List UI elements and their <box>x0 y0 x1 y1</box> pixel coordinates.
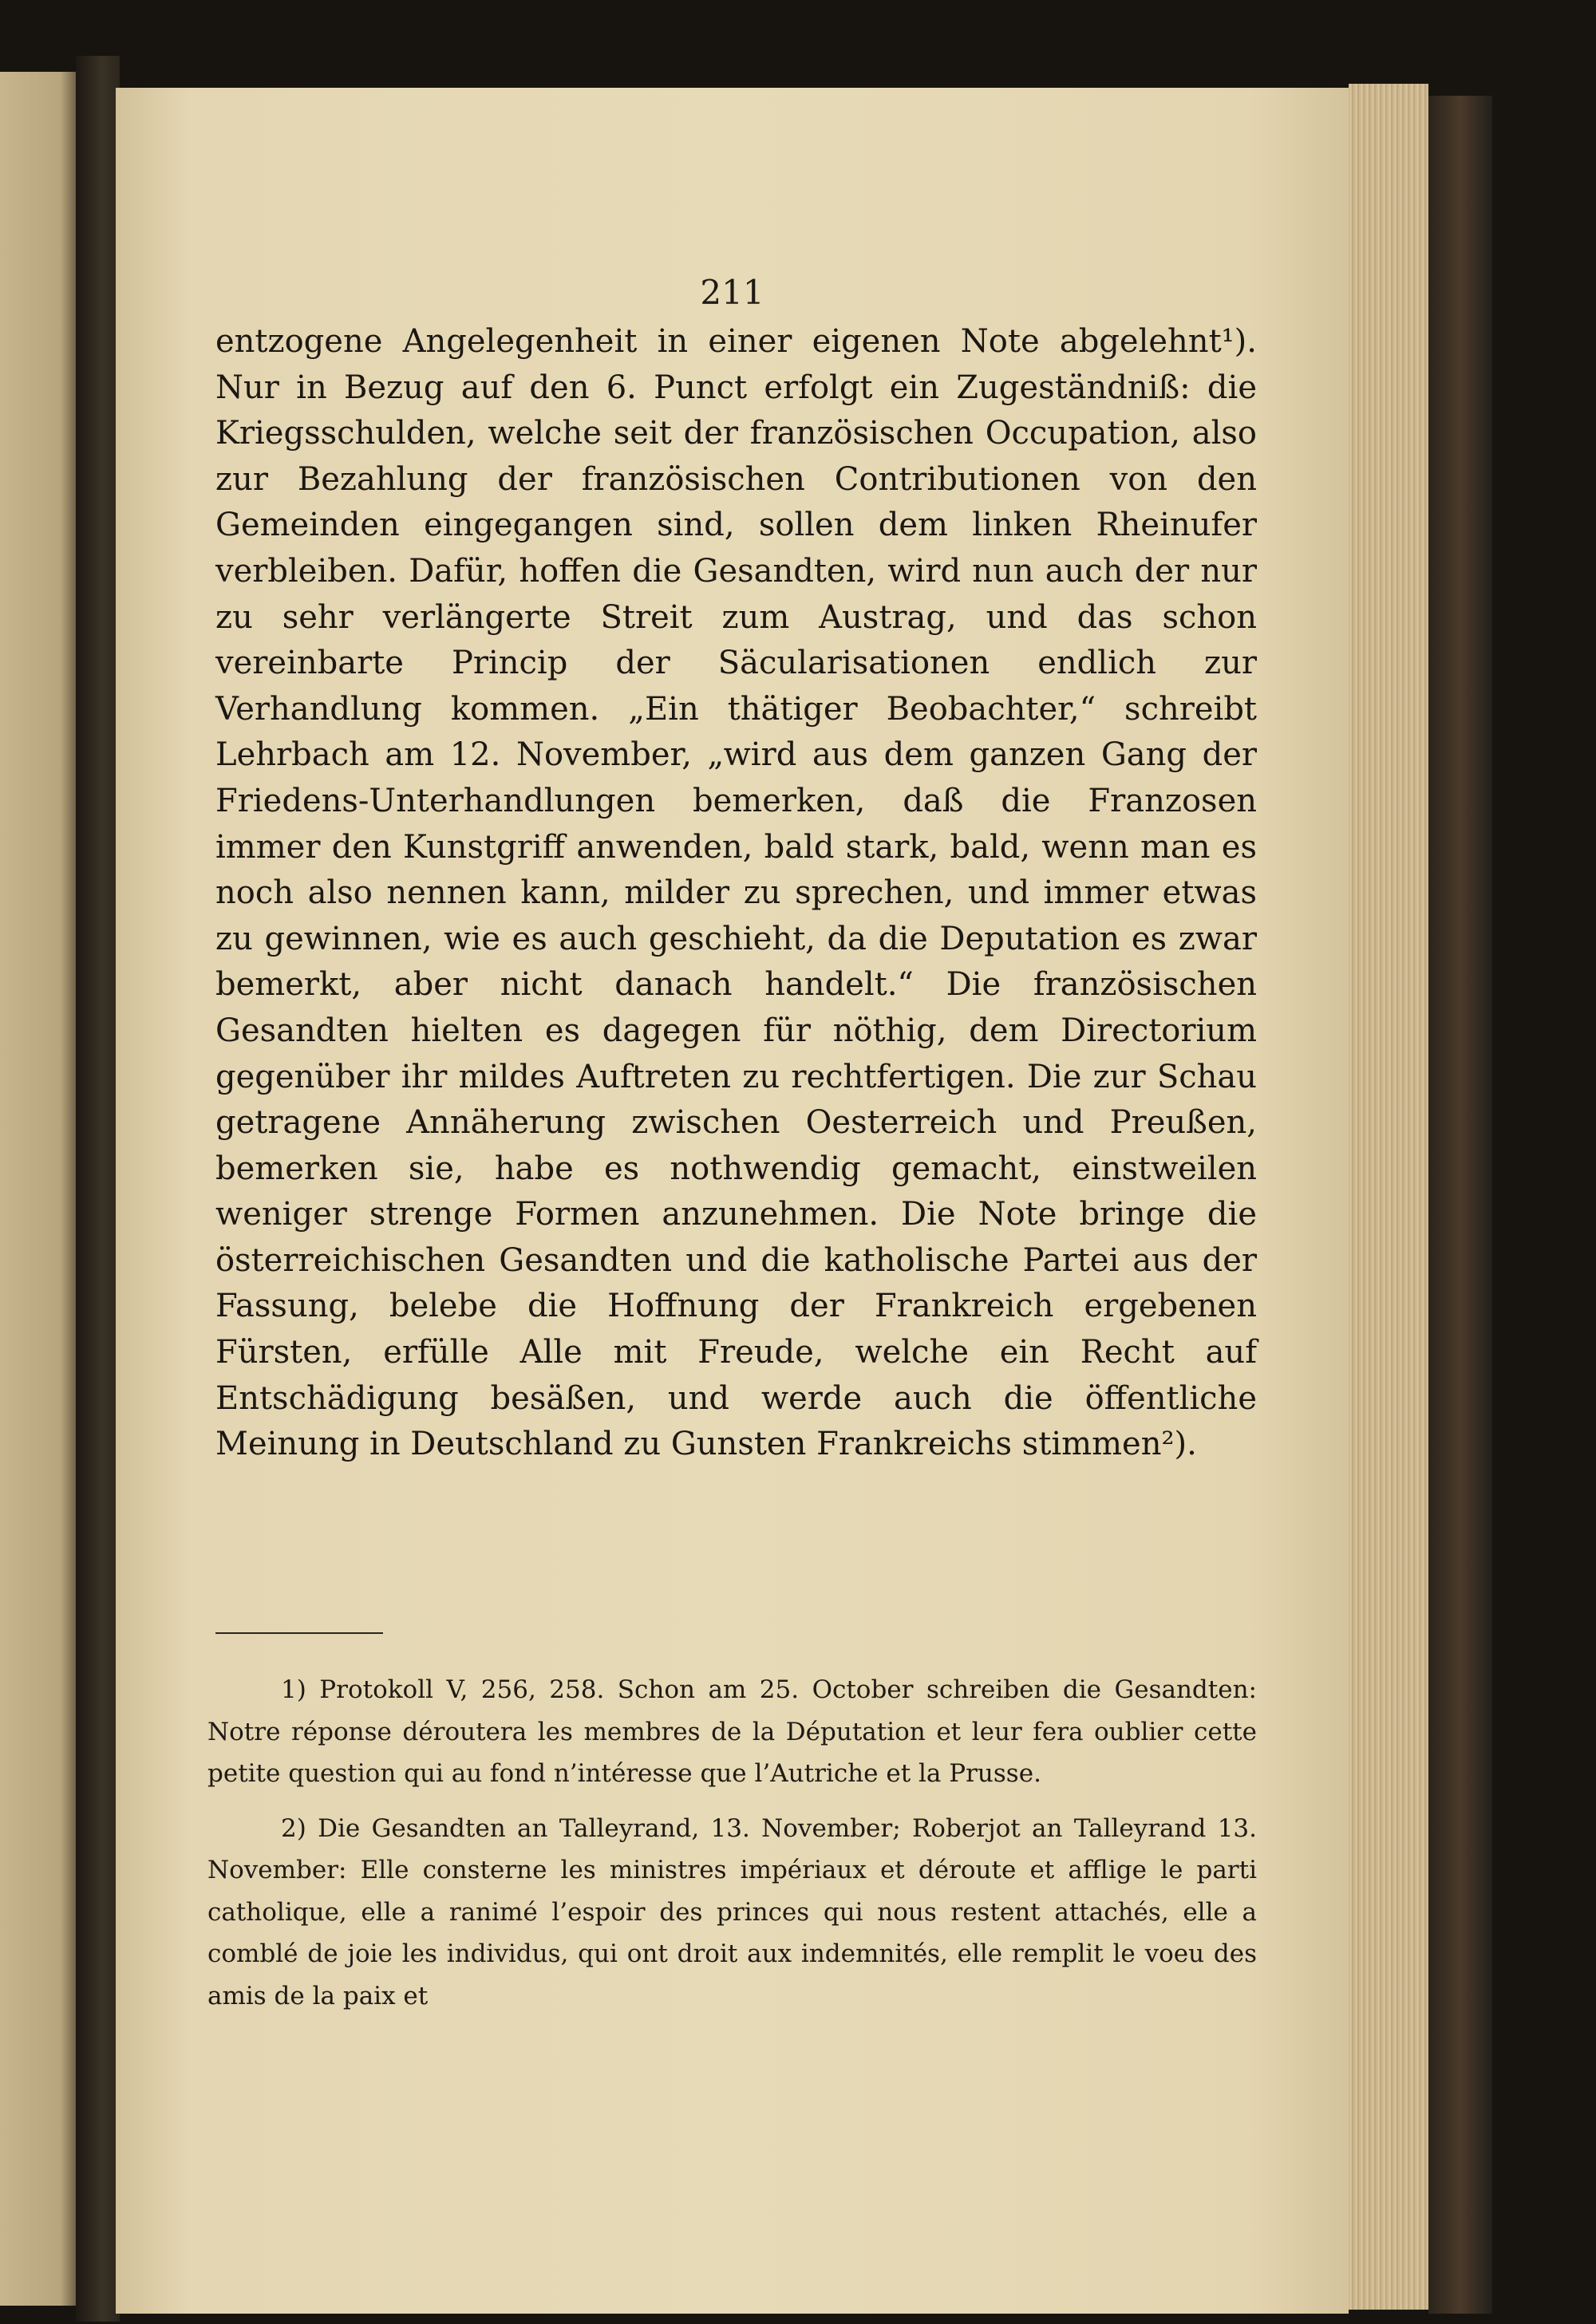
book-gutter <box>76 56 120 2322</box>
left-page-edge <box>0 72 76 2306</box>
book-page <box>116 88 1349 2314</box>
page-number: 211 <box>700 273 764 312</box>
footnote-divider <box>215 1632 383 1634</box>
footnote-2: 2) Die Gesandten an Talleyrand, 13. November; Roberjot an Talleyrand 13. November: Elle consterne les ministres impériaux et déroute et afflige le parti catholique, elle a ranimé l’espoir des princes qui nous restent attachés, elle a comblé de joie les individus, qui ont droit aux indemnités, elle remplit le voeu des amis de la paix et <box>207 1813 1257 2010</box>
footnote-1: 1) Protokoll V, 256, 258. Schon am 25. October schreiben die Gesandten: Notre réponse déroutera les membres de la Députation et leur fera oublier cette petite question qui au fond n’intéresse que l’Autriche et la Prusse. <box>207 1675 1257 1788</box>
footnotes <box>207 1669 1257 2017</box>
page-block-edges <box>1349 84 1428 2310</box>
main-text <box>215 319 1257 1468</box>
body-paragraph: entzogene Angelegenheit in einer eigenen Note abgelehnt¹). Nur in Bezug auf den 6. Punct erfolgt ein Zugeständniß: die Kriegsschulden, welche seit der französischen Occupation, also zur Bezahlung der französischen Contributionen von den Gemeinden eingegangen sind, sollen dem linken Rheinufer verbleiben. Dafür, hoffen die Gesandten, wird nun auch der nur zu sehr verlängerte Streit zum Austrag, und das schon vereinbarte Princip der Säcularisationen endlich zur Verhandlung kommen. „Ein thätiger Beobachter,“ schreibt Lehrbach am 12. November, „wird aus dem ganzen Gang der Friedens-Unterhandlungen bemerken, daß die Franzosen immer den Kunstgriff anwenden, bald stark, bald, wenn man es noch also nennen kann, milder zu sprechen, und immer etwas zu gewinnen, wie es auch geschieht, da die Deputation es zwar bemerkt, aber nicht danach handelt.“ Die französischen Gesandten hielten es dagegen für nöthig, dem Directorium gegenüber ihr mildes Auftreten zu rechtfertigen. Die zur Schau getragene Annäherung zwischen Oesterreich und Preußen, bemerken sie, habe es nothwendig gemacht, einstweilen weniger strenge Formen anzunehmen. Die Note bringe die österreichischen Gesandten und die katholische Partei aus der Fassung, belebe die Hoffnung der Frankreich ergebenen Fürsten, erfülle Alle mit Freude, welche ein Recht auf Entschädigung besäßen, und werde auch die öffentliche Meinung in Deutschland zu Gunsten Frankreichs stimmen²). <box>215 323 1257 1463</box>
back-cover <box>1428 96 1492 2314</box>
